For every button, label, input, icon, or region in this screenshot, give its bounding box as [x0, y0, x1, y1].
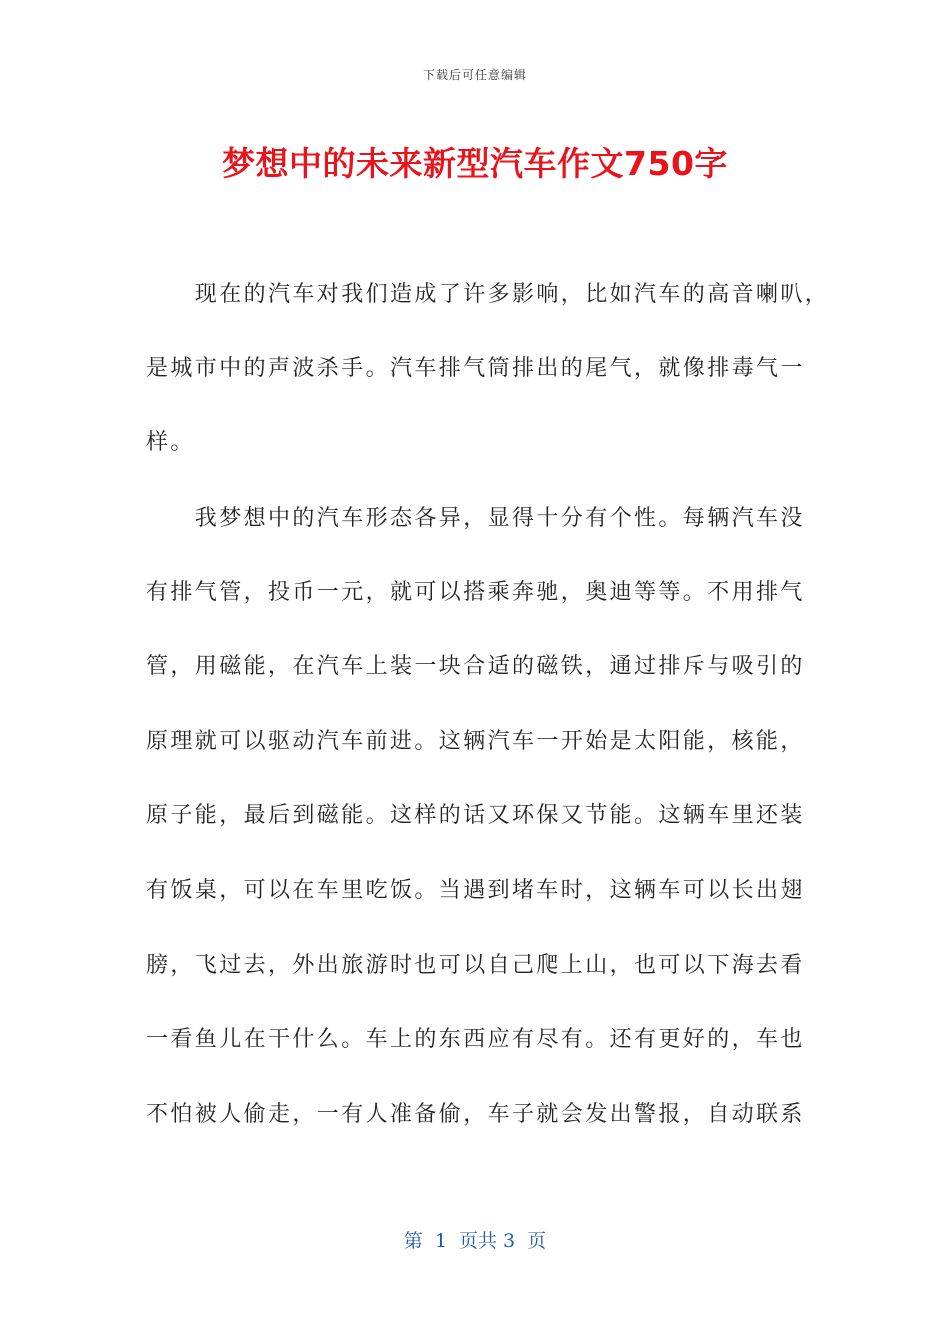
document-title: 梦想中的未来新型汽车作文750字	[222, 144, 728, 183]
body-line: 原理就可以驱动汽车前进。这辆汽车一开始是太阳能，核能，	[146, 729, 805, 754]
header-note: 下载后可任意编辑	[422, 68, 527, 82]
body-line: 有排气管，投币一元，就可以搭乘奔驰，奥迪等等。不用排气	[146, 580, 805, 605]
body-line: 是城市中的声波杀手。汽车排气筒排出的尾气，就像排毒气一	[146, 356, 805, 381]
body-line: 一看鱼儿在干什么。车上的东西应有尽有。还有更好的，车也	[146, 1027, 805, 1052]
body-line: 不怕被人偷走，一有人准备偷，车子就会发出警报，自动联系	[146, 1102, 805, 1127]
body-line: 现在的汽车对我们造成了许多影响，比如汽车的高音喇叭，	[146, 282, 830, 307]
body-line: 我梦想中的汽车形态各异，显得十分有个性。每辆汽车没	[146, 506, 805, 531]
body-line: 管，用磁能，在汽车上装一块合适的磁铁，通过排斥与吸引的	[146, 654, 805, 679]
body-line: 样。	[146, 430, 195, 455]
body-line: 原子能，最后到磁能。这样的话又环保又节能。这辆车里还装	[146, 803, 805, 828]
body-line: 膀，飞过去，外出旅游时也可以自己爬上山，也可以下海去看	[146, 953, 805, 978]
body-line: 有饭桌，可以在车里吃饭。当遇到堵车时，这辆车可以长出翅	[146, 878, 805, 903]
page-number-footer: 第 1 页共 3 页	[403, 1230, 547, 1252]
